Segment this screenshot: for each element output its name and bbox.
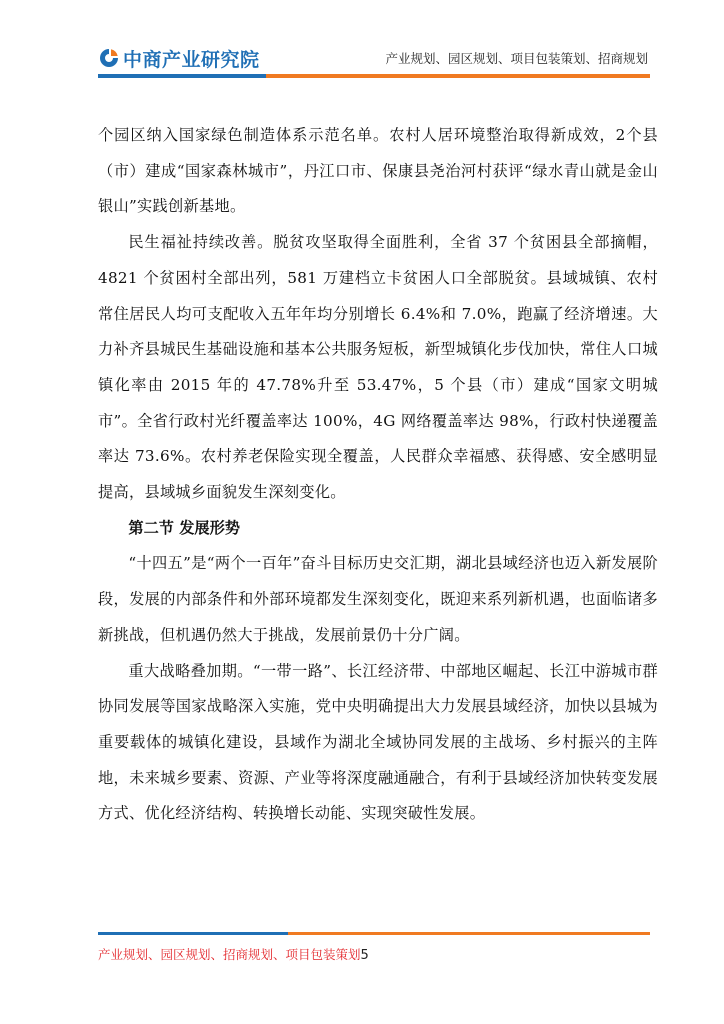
brand-name: 中商产业研究院 xyxy=(123,48,260,71)
document-body xyxy=(98,118,658,832)
header-rule-blue xyxy=(98,74,266,78)
footer-rule-blue xyxy=(98,932,288,935)
page-header xyxy=(0,0,724,80)
paragraph-situation: “十四五”是“两个一百年”奋斗目标历史交汇期，湖北县域经济也迈入新发展阶段，发展的内部条件和外部环境都发生深刻变化，既迎来系列新机遇，也面临诸多新挑战，但机遇仍然大于挑战，发展前景仍十分广阔。 xyxy=(98,554,658,644)
paragraph-strategy: 重大战略叠加期。“一带一路”、长江经济带、中部地区崛起、长江中游城市群协同发展等国家战略深入实施，党中央明确提出大力发展县域经济，加快以县城为重要载体的城镇化建设，县域作为湖北全域协同发展的主战场、乡村振兴的主阵地，未来城乡要素、资源、产业等将深度融通融合，有利于县域经济加快转变发展方式、优化经济结构、转换增长动能、实现突破性发展。 xyxy=(98,661,658,823)
header-rule-orange xyxy=(266,74,650,78)
paragraph-continuation: 个园区纳入国家绿色制造体系示范名单。农村人居环境整治取得新成效，2个县（市）建成“国家森林城市”，丹江口市、保康县尧治河村获评“绿水青山就是金山银山”实践创新基地。 xyxy=(98,126,658,216)
brand-logo xyxy=(98,44,260,72)
header-tagline: 产业规划、园区规划、项目包装策划、招商规划 xyxy=(385,51,648,66)
paragraph-livelihood: 民生福祉持续改善。脱贫攻坚取得全面胜利，全省 37 个贫困县全部摘帽，4821 个贫困村全部出列，581 万建档立卡贫困人口全部脱贫。县域城镇、农村常住居民人均可支配收入五年年均分别增长 6.4%和 7.0%，跑赢了经济增速。大力补齐县城民生基础设施和基本公共服务短板，新型城镇化步伐加快，常住人口城镇化率由 2015 年的 47.78%升至 53.47%，5 个县（市）建成“国家文明城市”。全省行政村光纤覆盖率达 100%，4G 网络覆盖率达 98%，行政村快递覆盖率达 73.6%。农村养老保险实现全覆盖，人民群众幸福感、获得感、安全感明显提高，县域城乡面貌发生深刻变化。 xyxy=(98,233,658,502)
brand-logo-icon xyxy=(98,47,120,69)
page-footer xyxy=(98,945,369,963)
footer-rule-orange xyxy=(288,932,650,935)
page-number: 5 xyxy=(360,948,369,963)
footer-tagline: 产业规划、园区规划、招商规划、项目包装策划 xyxy=(98,947,361,962)
section-heading: 第二节 发展形势 xyxy=(128,518,240,537)
